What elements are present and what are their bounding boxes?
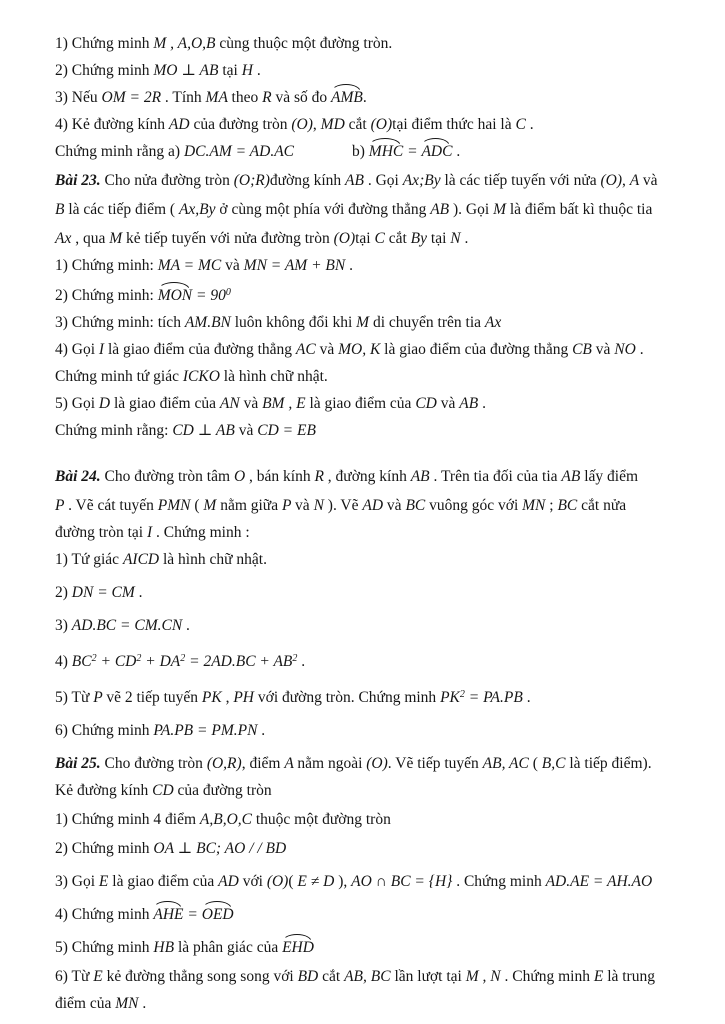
text-segment: và	[243, 395, 263, 412]
text-segment: ),	[338, 873, 352, 890]
text-segment: Cho đường tròn tâm	[104, 468, 234, 485]
text-segment: di chuyển trên tia	[372, 314, 485, 331]
text-segment: MN	[115, 995, 143, 1012]
text-segment: E	[98, 873, 113, 890]
text-segment: (	[532, 755, 542, 772]
text-segment: = 90	[192, 287, 226, 304]
text-segment: cắt	[322, 968, 345, 985]
text-line	[55, 312, 699, 334]
text-segment: P	[55, 497, 69, 514]
text-segment: (O;R)	[233, 172, 270, 189]
text-segment: là hình chữ nhật.	[163, 551, 267, 568]
text-segment: N	[450, 230, 465, 247]
text-line	[55, 684, 699, 709]
text-segment: .	[482, 395, 486, 412]
text-segment: vẽ 2 tiếp tuyến	[106, 689, 202, 706]
text-segment: 0	[225, 287, 231, 298]
text-segment: AN	[219, 395, 244, 412]
text-segment: 4) Kẻ đường kính	[55, 116, 169, 133]
text-segment: AD	[168, 116, 194, 133]
text-segment: BC	[71, 653, 92, 670]
text-segment: (	[288, 873, 298, 890]
text-segment: Ax	[55, 230, 76, 247]
text-segment: A	[629, 172, 643, 189]
text-segment: và	[225, 257, 244, 274]
text-segment: đường kính	[269, 172, 346, 189]
text-segment: theo	[231, 89, 263, 106]
document-lines	[55, 33, 699, 1015]
text-line	[55, 114, 699, 136]
text-line	[55, 904, 699, 926]
text-segment: 2	[459, 689, 465, 700]
text-segment: O	[233, 468, 250, 485]
text-segment: tại	[355, 230, 375, 247]
text-segment: P	[93, 689, 107, 706]
text-segment: và	[295, 497, 314, 514]
text-segment: kẻ đường thẳng song song với	[106, 968, 298, 985]
text-segment: OA ⊥ BC; AO / / BD	[153, 840, 287, 857]
text-segment: BC	[557, 497, 582, 514]
text-segment: 4) Chứng minh	[55, 906, 154, 923]
text-segment: CD	[152, 782, 178, 799]
text-segment: là hình chữ nhật.	[223, 368, 328, 385]
text-segment: và	[238, 422, 258, 439]
text-segment: Cho đường tròn	[104, 755, 207, 772]
text-segment: .	[639, 341, 644, 358]
text-segment: , điểm	[241, 755, 285, 772]
text-segment: AMB	[331, 87, 363, 109]
text-segment: 1) Tứ giác	[55, 551, 123, 568]
text-segment: AICD	[122, 551, 163, 568]
text-segment: , bán kính	[249, 468, 315, 485]
text-segment: b)	[352, 143, 369, 160]
text-segment: = 2AD.BC + AB	[185, 653, 293, 670]
text-segment: N	[313, 497, 328, 514]
text-segment: (O)	[291, 116, 313, 133]
text-segment: và số đo	[275, 89, 331, 106]
text-segment: AB	[410, 468, 434, 485]
text-segment: AM.BN	[184, 314, 235, 331]
text-segment: Ax	[484, 314, 502, 331]
text-line	[55, 339, 699, 361]
text-segment: Bài 24.	[55, 468, 105, 485]
text-segment: (O)	[366, 755, 388, 772]
text-segment: đường tròn tại	[55, 524, 147, 541]
text-segment: 2	[292, 653, 298, 664]
text-segment: 2	[180, 653, 186, 664]
text-segment: + CD	[96, 653, 137, 670]
text-segment: thuộc một đường tròn	[255, 811, 391, 828]
text-segment: DC.AM = AD.AC	[183, 143, 294, 160]
text-line	[55, 420, 699, 442]
text-segment: (	[194, 497, 204, 514]
text-segment: cùng thuộc một đường tròn.	[219, 35, 393, 52]
text-line	[55, 871, 699, 893]
text-segment: .	[349, 257, 353, 274]
text-line	[55, 648, 699, 673]
text-segment: ADC	[421, 141, 452, 163]
text-segment: 4)	[55, 653, 72, 670]
text-line	[55, 199, 699, 221]
text-segment: . Chứng minh :	[155, 524, 250, 541]
text-segment: 6) Từ	[55, 968, 94, 985]
text-segment: By	[410, 230, 431, 247]
text-segment: và	[440, 395, 460, 412]
text-segment: AD	[218, 873, 243, 890]
text-segment: tại điểm thức hai là	[392, 116, 516, 133]
text-segment: P	[281, 497, 296, 514]
text-segment: nằm ngoài	[297, 755, 367, 772]
text-segment: R	[262, 89, 276, 106]
text-segment: 2) Chứng minh	[55, 62, 154, 79]
text-segment: . Gọi	[367, 172, 403, 189]
text-segment: AB, BC	[344, 968, 395, 985]
text-segment: .	[526, 689, 531, 706]
text-segment: (O)	[266, 873, 289, 890]
text-segment: ). Gọi	[453, 201, 494, 218]
text-line	[55, 549, 699, 571]
text-segment: PH	[233, 689, 258, 706]
text-segment: AB, AC	[482, 755, 533, 772]
text-segment: của đường tròn	[193, 116, 292, 133]
text-segment: C	[374, 230, 389, 247]
text-segment: M	[356, 314, 373, 331]
text-segment: CD ⊥ AB	[172, 422, 239, 439]
text-segment: là giao điểm của	[114, 395, 220, 412]
text-line	[55, 60, 699, 82]
text-segment: .	[142, 995, 147, 1012]
text-segment: 4) Gọi	[55, 341, 99, 358]
text-segment: . Chứng minh	[456, 873, 546, 890]
text-segment: . Tính	[164, 89, 206, 106]
text-segment: M , A,O,B	[153, 35, 220, 52]
text-segment: Chứng minh rằng a)	[55, 143, 184, 160]
text-line	[55, 255, 699, 277]
text-segment: cắt	[388, 230, 411, 247]
text-line	[55, 615, 699, 637]
text-segment: MN	[522, 497, 550, 514]
text-segment: Chứng minh tứ giác	[55, 368, 183, 385]
text-segment: cắt nửa	[581, 497, 627, 514]
text-segment: 3) Nếu	[55, 89, 102, 106]
text-segment: 2)	[55, 584, 72, 601]
text-segment: là phân giác của	[177, 939, 283, 956]
text-segment: E	[93, 968, 107, 985]
text-segment: .	[362, 89, 367, 106]
text-segment: ,	[622, 172, 630, 189]
text-segment: PMN	[157, 497, 195, 514]
text-segment: MD	[320, 116, 349, 133]
text-segment: C	[515, 116, 530, 133]
text-segment: PK	[201, 689, 226, 706]
text-segment: 3)	[55, 617, 72, 634]
text-segment: là điểm bất kì thuộc tia	[509, 201, 653, 218]
text-segment: .	[529, 116, 534, 133]
text-segment: DN = CM	[71, 584, 139, 601]
text-segment: lần lượt tại	[394, 968, 466, 985]
text-segment: M	[109, 230, 127, 247]
text-segment: Ax,By	[178, 201, 220, 218]
text-segment: M	[203, 497, 221, 514]
text-segment: ,	[312, 116, 321, 133]
text-segment: CB	[572, 341, 596, 358]
text-line	[55, 228, 699, 250]
text-segment: NO	[614, 341, 640, 358]
text-segment: OM = 2R	[101, 89, 165, 106]
text-segment: MO ⊥ AB	[153, 62, 223, 79]
text-segment: B	[55, 201, 69, 218]
text-line	[55, 87, 699, 109]
text-segment: 5) Gọi	[55, 395, 99, 412]
text-segment: MHC	[369, 141, 403, 163]
text-segment: AD.AE = AH.AO	[545, 873, 653, 890]
text-segment: AB	[561, 468, 585, 485]
text-line	[55, 495, 699, 517]
text-segment: ;	[549, 497, 558, 514]
text-segment: là các tiếp điểm (	[68, 201, 179, 218]
text-segment: . Vẽ cát tuyến	[68, 497, 158, 514]
text-line	[55, 170, 699, 192]
text-segment: D	[98, 395, 114, 412]
text-segment: 2) Chứng minh	[55, 840, 154, 857]
text-segment: .	[452, 143, 461, 160]
text-segment: 2	[91, 653, 97, 664]
text-segment: là các tiếp tuyến với nửa	[444, 172, 601, 189]
text-segment: HB	[153, 939, 178, 956]
text-line	[55, 141, 699, 163]
text-segment: E	[593, 968, 608, 985]
text-segment: =	[183, 906, 202, 923]
text-segment: 3) Gọi	[55, 873, 99, 890]
text-line	[55, 366, 699, 388]
text-segment: 6) Chứng minh	[55, 722, 154, 739]
text-segment: ,	[225, 689, 234, 706]
text-segment: .	[261, 722, 266, 739]
text-segment: MO, K	[338, 341, 385, 358]
text-segment: .	[464, 230, 469, 247]
text-segment: I	[146, 524, 156, 541]
text-line	[55, 753, 699, 775]
text-segment: 2	[136, 653, 142, 664]
text-segment: .	[138, 584, 143, 601]
text-segment: . Chứng minh	[504, 968, 594, 985]
text-segment: Bài 25.	[55, 755, 105, 772]
text-segment: E ≠ D	[297, 873, 339, 890]
text-segment: .	[297, 653, 306, 670]
text-segment: 1) Chứng minh:	[55, 257, 158, 274]
text-segment: và	[386, 497, 406, 514]
text-segment: Cho nửa đường tròn	[104, 172, 234, 189]
text-segment: ở cùng một phía với đường thẳng	[219, 201, 431, 218]
text-segment: AD.BC = CM.CN	[71, 617, 187, 634]
text-segment: H	[241, 62, 257, 79]
text-line	[55, 780, 699, 802]
text-line	[55, 838, 699, 860]
text-segment: là trung	[607, 968, 655, 985]
text-segment: CD = EB	[257, 422, 316, 439]
text-segment: với	[242, 873, 267, 890]
text-segment: A	[284, 755, 298, 772]
text-segment: AB	[459, 395, 483, 412]
text-segment: PK	[440, 689, 460, 706]
text-segment: MA	[205, 89, 232, 106]
text-segment: là giao điểm của	[112, 873, 219, 890]
text-segment: là giao điểm của đường thẳng	[384, 341, 573, 358]
text-segment: MON	[158, 285, 192, 307]
text-segment: vuông góc với	[429, 497, 523, 514]
text-segment: và	[595, 341, 615, 358]
text-segment: (O)	[333, 230, 356, 247]
text-segment: AB	[345, 172, 368, 189]
text-segment: và	[642, 172, 658, 189]
text-segment: tại	[430, 230, 451, 247]
text-segment: lấy điểm	[584, 468, 639, 485]
text-segment: =	[403, 143, 422, 160]
text-segment: (O,R)	[206, 755, 242, 772]
text-segment: AO ∩ BC = {H}	[351, 873, 457, 890]
text-segment: M	[493, 201, 510, 218]
text-segment: .	[256, 62, 261, 79]
text-segment: I	[98, 341, 108, 358]
text-segment: 5) Từ	[55, 689, 94, 706]
text-segment: A,B,O,C	[199, 811, 256, 828]
text-segment: R	[314, 468, 328, 485]
text-line	[55, 937, 699, 959]
text-segment: CD	[415, 395, 441, 412]
text-segment: Chứng minh rằng:	[55, 422, 173, 439]
text-segment: kẻ tiếp tuyến với nửa đường tròn	[126, 230, 334, 247]
text-segment: MA = MC	[157, 257, 226, 274]
text-segment: OED	[202, 904, 234, 926]
text-segment: tại	[222, 62, 242, 79]
text-segment: 1) Chứng minh 4 điểm	[55, 811, 200, 828]
text-line	[55, 33, 699, 55]
text-segment: .	[186, 617, 190, 634]
text-segment: EHD	[282, 937, 314, 959]
text-segment: BM , E	[262, 395, 310, 412]
text-segment: là tiếp điểm).	[569, 755, 652, 772]
text-segment: 2) Chứng minh:	[55, 287, 158, 304]
text-segment: cắt	[348, 116, 371, 133]
text-segment: Bài 23.	[55, 172, 105, 189]
text-segment: M , N	[465, 968, 505, 985]
text-line	[55, 393, 699, 415]
text-segment: BC	[405, 497, 430, 514]
text-segment: BD	[297, 968, 323, 985]
text-segment: (O)	[370, 116, 393, 133]
text-segment: ). Vẽ	[327, 497, 363, 514]
text-segment: AC	[295, 341, 320, 358]
text-line	[55, 966, 699, 988]
text-segment: là giao điểm của đường thẳng	[107, 341, 296, 358]
text-segment: của đường tròn	[177, 782, 272, 799]
text-segment: , qua	[75, 230, 110, 247]
text-segment: = PA.PB	[464, 689, 527, 706]
text-line	[55, 582, 699, 604]
text-segment: . Trên tia đối của tia	[433, 468, 562, 485]
text-segment: Kẻ đường kính	[55, 782, 153, 799]
text-line	[55, 522, 699, 544]
text-segment: nằm giữa	[220, 497, 282, 514]
text-line	[55, 809, 699, 831]
text-segment: PA.PB = PM.PN	[153, 722, 262, 739]
text-segment: 3) Chứng minh: tích	[55, 314, 185, 331]
text-segment: (O)	[600, 172, 623, 189]
text-segment: AD	[362, 497, 387, 514]
text-segment: với đường tròn. Chứng minh	[257, 689, 441, 706]
text-line	[55, 993, 699, 1015]
text-segment: 5) Chứng minh	[55, 939, 154, 956]
text-segment: + DA	[141, 653, 181, 670]
text-segment: luôn không đổi khi	[234, 314, 357, 331]
text-segment: MN = AM + BN	[243, 257, 350, 274]
text-segment: là giao điểm của	[309, 395, 416, 412]
text-line	[55, 466, 699, 488]
text-line	[55, 720, 699, 742]
text-line	[55, 282, 699, 307]
text-segment: . Vẽ tiếp tuyến	[387, 755, 483, 772]
text-segment: ICKO	[182, 368, 224, 385]
text-segment: và	[319, 341, 339, 358]
text-segment: AB	[430, 201, 454, 218]
text-segment: , đường kính	[327, 468, 411, 485]
text-segment: Ax;By	[402, 172, 445, 189]
text-segment: AHE	[153, 904, 183, 926]
text-segment: điểm của	[55, 995, 116, 1012]
text-segment: B,C	[541, 755, 570, 772]
text-segment: 1) Chứng minh	[55, 35, 154, 52]
